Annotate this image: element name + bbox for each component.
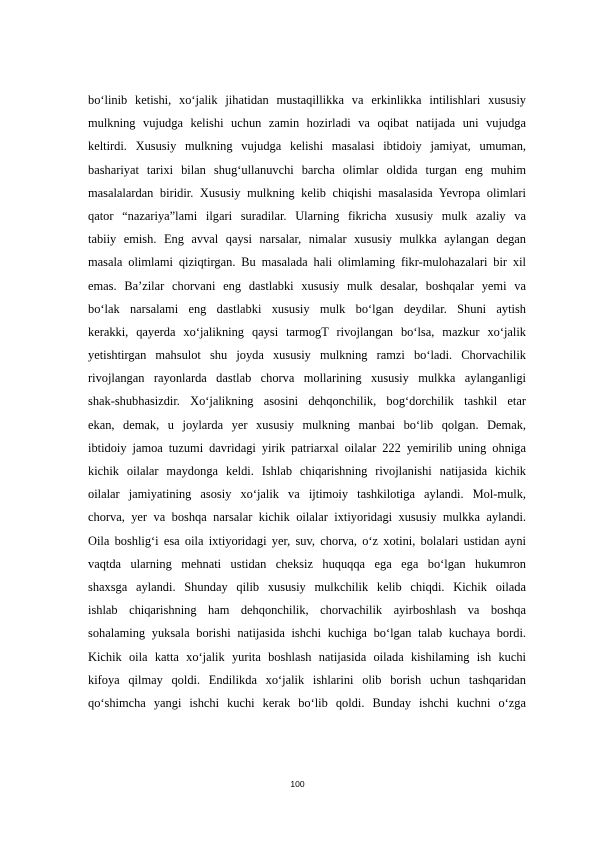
text-line: Kichik oila katta xo‘jalik yurita boshlash natijasida oilada kishilaming ish kuchi [88, 649, 526, 664]
text-line: chorva, yer va boshqa narsalar kichik oilalar ixtiyoridagi xususiy mulkka aylandi. [88, 510, 526, 525]
text-line: tabiiy emish. Eng avval qaysi narsalar, nimalar xususiy mulkka aylangan degan [88, 232, 526, 247]
text-line: yetishtirgan mahsulot shu joyda xususiy mulkning ramzi bo‘ladi. Chorvachilik [88, 348, 526, 363]
page-number: 100 [290, 779, 305, 789]
text-line: kichik oilalar maydonga keldi. Ishlab chiqarishning rivojlanishi natijasida kichik [88, 464, 526, 478]
text-line: bo‘linib ketishi, xo‘jalik jihatidan mustaqillikka va erkinlikka intilishlari xususiy [88, 93, 526, 107]
text-line: qator “nazariya”lami ilgari suradilar. Ularning fikricha xususiy mulk azaliy va [88, 208, 526, 223]
text-line: keltirdi. Xususiy mulkning vujudga kelishi masalasi ibtidoiy jamiyat, umuman, [88, 139, 526, 154]
text-line: oilalar jamiyatining asosiy xo‘jalik va ijtimoiy tashkilotiga aylandi. Mol-mulk, [88, 487, 526, 502]
body-text [88, 89, 526, 715]
text-line: mulkning vujudga kelishi uchun zamin hozirladi va oqibat natijada uni vujudga [88, 116, 526, 131]
text-line: masalalardan biridir. Xususiy mulkning kelib chiqishi masalasida Yevropa olimlari [88, 185, 526, 200]
text-line: Oila boshlig‘i esa oila ixtiyoridagi yer, suv, chorva, o‘z xotini, bolalari ustidan ayni [88, 533, 526, 548]
text-line: shaxsga aylandi. Shunday qilib xususiy mulkchilik kelib chiqdi. Kichik oilada [88, 579, 526, 594]
text-line: bashariyat tarixi bilan shug‘ullanuvchi barcha olimlar oldida turgan eng muhim [88, 162, 526, 177]
text-line: emas. Ba’zilar chorvani eng dastlabki xususiy mulk desalar, boshqalar yemi va [88, 278, 526, 293]
text-line: rivojlangan rayonlarda dastlab chorva mollarining xususiy mulkka aylanganligi [88, 371, 526, 386]
text-line: ekan, demak, u joylarda yer xususiy mulkning manbai bo‘lib qolgan. Demak, [88, 417, 526, 432]
text-line: masala olimlami qiziqtirgan. Bu masalada hali olimlaming fikr-mulohazalari bir xil [88, 255, 526, 270]
text-line: ishlab chiqarishning ham dehqonchilik, chorvachilik ayirboshlash va boshqa [88, 603, 526, 618]
text-line: kifoya qilmay qoldi. Endilikda xo‘jalik ishlarini olib borish uchun tashqaridan [88, 672, 526, 687]
text-line: shak-shubhasizdir. Xo‘jalikning asosini dehqonchilik, bog‘dorchilik tashkil etar [88, 394, 526, 409]
text-line: vaqtda ularning mehnati ustidan cheksiz huquqqa ega ega bo‘lgan hukumron [88, 556, 526, 571]
text-line: qo‘shimcha yangi ishchi kuchi kerak bo‘lib qoldi. Bunday ishchi kuchni o‘zga [88, 695, 526, 710]
text-line: ibtidoiy jamoa tuzumi davridagi yirik patriarxal oilalar 222 yemirilib uning ohniga [88, 440, 526, 455]
text-line: sohalaming yuksala borishi natijasida ishchi kuchiga bo‘lgan talab kuchaya bordi. [88, 626, 526, 641]
text-line: kerakki, qayerda xo‘jalikning qaysi tarmogT rivojlangan bo‘lsa, mazkur xo‘jalik [88, 324, 526, 339]
text-line: bo‘lak narsalami eng dastlabki xususiy mulk bo‘lgan deydilar. Shuni aytish [88, 301, 526, 316]
